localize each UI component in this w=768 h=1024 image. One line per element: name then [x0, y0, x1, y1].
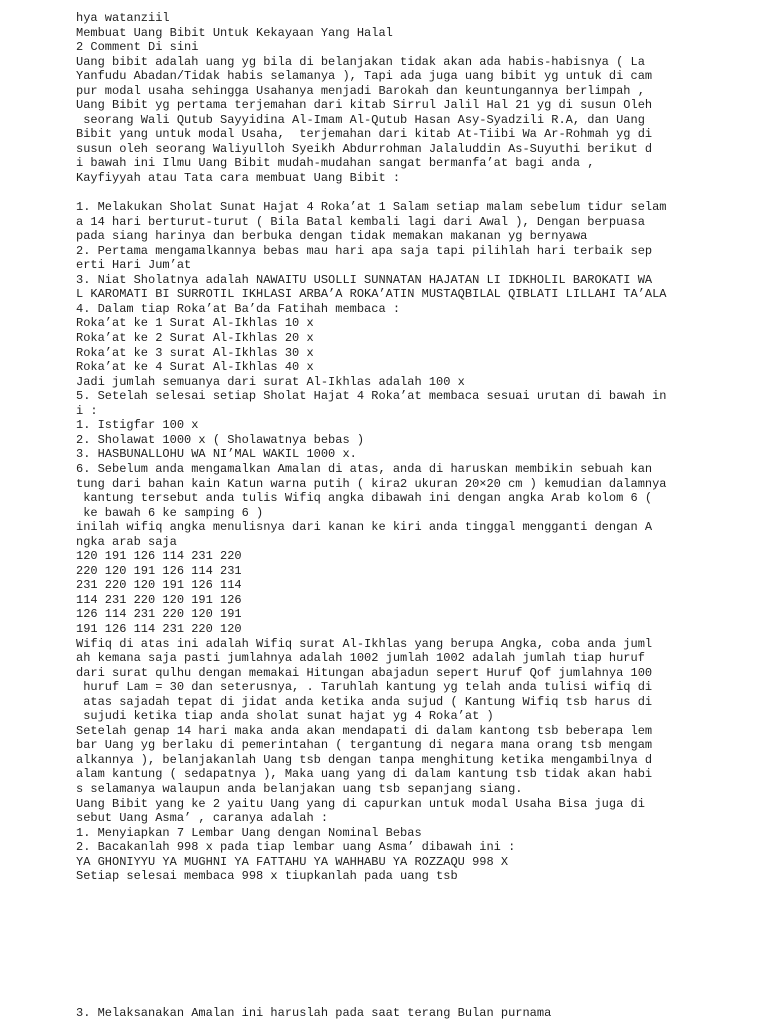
document-line: Bibit yang untuk modal Usaha, terjemahan dari kitab At-Tiibi Wa Ar-Rohmah yg di	[76, 127, 653, 142]
document-line: ke bawah 6 ke samping 6 )	[76, 505, 264, 520]
document-line: Wifiq di atas ini adalah Wifiq surat Al-Ikhlas yang berupa Angka, coba anda juml	[76, 636, 653, 651]
document-line: 2. Bacakanlah 998 x pada tiap lembar uang Asma’ dibawah ini :	[76, 840, 516, 855]
document-line: 4. Dalam tiap Roka’at Ba’da Fatihah membaca :	[76, 301, 401, 316]
document-line: YA GHONIYYU YA MUGHNI YA FATTAHU YA WAHHABU YA ROZZAQU 998 X	[76, 854, 509, 869]
document-line	[76, 186, 696, 201]
document-line: 126 114 231 220 120 191	[76, 607, 242, 622]
document-line: Uang Bibit yg pertama terjemahan dari kitab Sirrul Jalil Hal 21 yg di susun Oleh	[76, 98, 653, 113]
document-line: susun oleh seorang Waliyulloh Syeikh Abdurrohman Jalaluddin As-Suyuthi berikut d	[76, 141, 653, 156]
document-line: pur modal usaha sehingga Usahanya menjadi Barokah dan keuntungannya berlimpah ,	[76, 83, 645, 98]
document-line: 120 191 126 114 231 220	[76, 549, 242, 564]
document-line: pada siang harinya dan berbuka dengan tidak memakan makanan yg bernyawa	[76, 229, 588, 244]
document-line: Setelah genap 14 hari maka anda akan mendapati di dalam kantong tsb beberapa lem	[76, 723, 653, 738]
document-line: 191 126 114 231 220 120	[76, 621, 242, 636]
document-line: kantung tersebut anda tulis Wifiq angka dibawah ini dengan angka Arab kolom 6 (	[76, 491, 653, 506]
document-line: inilah wifiq angka menulisnya dari kanan ke kiri anda tinggal mengganti dengan A	[76, 520, 653, 535]
document-line: 1. Melakukan Sholat Sunat Hajat 4 Roka’at 1 Salam setiap malam sebelum tidur selam	[76, 200, 667, 215]
document-line: L KAROMATI BI SURROTIL IKHLASI ARBA’A ROKA’ATIN MUSTAQBILAL QIBLATI LILLAHI TA’ALA	[76, 287, 667, 302]
document-line: hya watanziil	[76, 11, 170, 25]
document-line: 1. Istigfar 100 x	[76, 418, 199, 433]
document-line: 3. Niat Sholatnya adalah NAWAITU USOLLI SUNNATAN HAJATAN LI IDKHOLIL BAROKATI WA	[76, 272, 653, 287]
document-line: 5. Setelah selesai setiap Sholat Hajat 4 Roka’at membaca sesuai urutan di bawah in	[76, 389, 667, 404]
document-line: bar Uang yg berlaku di pemerintahan ( tergantung di negara mana orang tsb mengam	[76, 738, 653, 753]
document-line: dari surat qulhu dengan memakai Hitungan abajadun sepert Huruf Qof jumlahnya 100	[76, 665, 653, 680]
document-body	[76, 11, 696, 884]
document-line: i :	[76, 403, 98, 418]
document-line: Roka’at ke 4 Surat Al-Ikhlas 40 x	[76, 360, 314, 375]
document-line: Roka’at ke 1 Surat Al-Ikhlas 10 x	[76, 316, 314, 331]
document-line: 2. Pertama mengamalkannya bebas mau hari apa saja tapi pilihlah hari terbaik sep	[76, 243, 653, 258]
document-line: Kayfiyyah atau Tata cara membuat Uang Bibit :	[76, 171, 401, 186]
document-line: ah kemana saja pasti jumlahnya adalah 1002 jumlah 1002 adalah jumlah tiap huruf	[76, 651, 645, 666]
document-line: 2 Comment Di sini	[76, 40, 199, 55]
document-line: Roka’at ke 3 surat Al-Ikhlas 30 x	[76, 345, 314, 360]
document-line: 6. Sebelum anda mengamalkan Amalan di atas, anda di haruskan membikin sebuah kan	[76, 461, 653, 476]
document-line: i bawah ini Ilmu Uang Bibit mudah-mudahan sangat bermanfa’at bagi anda ,	[76, 156, 595, 171]
document-line: alam kantung ( sedapatnya ), Maka uang yang di dalam kantung tsb tidak akan habi	[76, 767, 653, 782]
document-line: 114 231 220 120 191 126	[76, 592, 242, 607]
document-line: 220 120 191 126 114 231	[76, 563, 242, 578]
document-line: Roka’at ke 2 Surat Al-Ikhlas 20 x	[76, 331, 314, 346]
document-line: 1. Menyiapkan 7 Lembar Uang dengan Nominal Bebas	[76, 825, 422, 840]
document-line: sujudi ketika tiap anda sholat sunat hajat yg 4 Roka’at )	[76, 709, 494, 724]
document-line: 231 220 120 191 126 114	[76, 578, 242, 593]
document-line: Setiap selesai membaca 998 x tiupkanlah pada uang tsb	[76, 869, 458, 884]
document-line: sebut Uang Asma’ , caranya adalah :	[76, 811, 329, 826]
document-line: seorang Wali Qutub Sayyidina Al-Imam Al-Qutub Hasan Asy-Syadzili R.A, dan Uang	[76, 112, 645, 127]
document-line: 2. Sholawat 1000 x ( Sholawatnya bebas )	[76, 432, 365, 447]
document-line: Yanfudu Abadan/Tidak habis selamanya ), Tapi ada juga uang bibit yg untuk di cam	[76, 69, 653, 84]
document-line: ngka arab saja	[76, 534, 177, 549]
document-line: huruf Lam = 30 dan seterusnya, . Taruhlah kantung yg telah anda tulisi wifiq di	[76, 680, 653, 695]
document-line: atas sajadah tepat di jidat anda ketika anda sujud ( Kantung Wifiq tsb harus di	[76, 694, 653, 709]
document-line: erti Hari Jum’at	[76, 258, 192, 273]
document-line: Uang bibit adalah uang yg bila di belanjakan tidak akan ada habis-habisnya ( La	[76, 54, 645, 69]
document-line: tung dari bahan kain Katun warna putih ( kira2 ukuran 20×20 cm ) kemudian dalamnya	[76, 476, 667, 491]
document-line: 3. HASBUNALLOHU WA NI’MAL WAKIL 1000 x.	[76, 447, 357, 462]
document-line: alkannya ), belanjakanlah Uang tsb dengan tanpa menghitung ketika mengambilnya d	[76, 752, 653, 767]
document-tail-line: 3. Melaksanakan Amalan ini haruslah pada saat terang Bulan purnama	[76, 1006, 552, 1020]
document-line: s selamanya walaupun anda belanjakan uang tsb sepanjang siang.	[76, 781, 523, 796]
document-line: Uang Bibit yang ke 2 yaitu Uang yang di capurkan untuk modal Usaha Bisa juga di	[76, 796, 645, 811]
document-line: Jadi jumlah semuanya dari surat Al-Ikhlas adalah 100 x	[76, 374, 465, 389]
document-line: a 14 hari berturut-turut ( Bila Batal kembali lagi dari Awal ), Dengan berpuasa	[76, 214, 645, 229]
document-line: Membuat Uang Bibit Untuk Kekayaan Yang Halal	[76, 25, 393, 40]
